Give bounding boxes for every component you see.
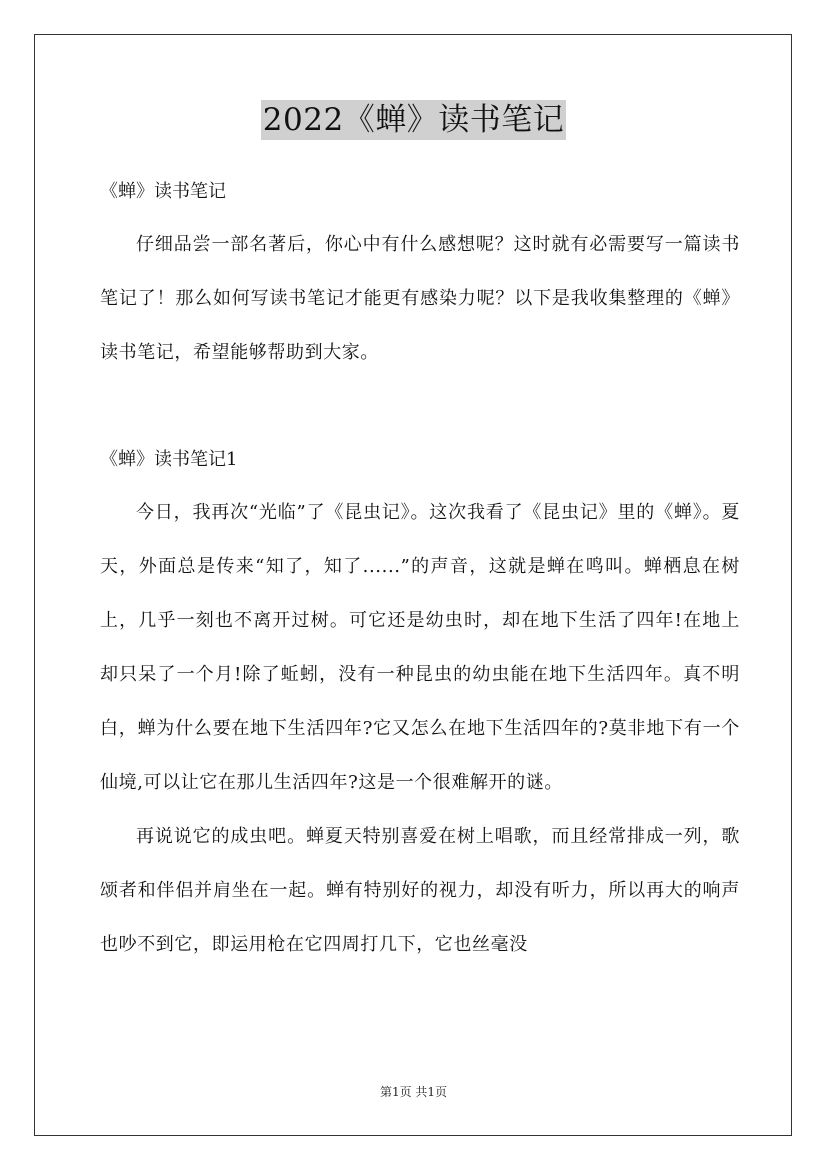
- intro-heading: 《蝉》读书笔记: [100, 181, 226, 202]
- document-body: [100, 166, 740, 972]
- section1-paragraph-1: 今日，我再次“光临”了《昆虫记》。这次我看了《昆虫记》里的《蝉》。夏天，外面总是传来“知了，知了......”的声音，这就是蝉在鸣叫。蝉栖息在树上，几乎一刻也不离开过树。可它还是幼虫时，却在地下生活了四年!在地上却只呆了一个月!除了蚯蚓，没有一种昆虫的幼虫能在地下生活四年。真不明白，蝉为什么要在地下生活四年?它又怎么在地下生活四年的?莫非地下有一个仙境,可以让它在那儿生活四年?这是一个很难解开的谜。: [100, 502, 740, 793]
- section1-heading: 《蝉》读书笔记1: [100, 449, 238, 470]
- page-footer: 第1页 共1页: [379, 1085, 448, 1099]
- section-spacer: [100, 380, 740, 434]
- title-area: [0, 100, 827, 140]
- document-title: 2022《蝉》读书笔记: [262, 102, 565, 138]
- intro-paragraph: 仔细品尝一部名著后，你心中有什么感想呢？这时就有必需要写一篇读书笔记了！那么如何写读书笔记才能更有感染力呢？以下是我收集整理的《蝉》读书笔记，希望能够帮助到大家。: [100, 234, 740, 363]
- section1-paragraph-2: 再说说它的成虫吧。蝉夏天特别喜爱在树上唱歌，而且经常排成一列，歌颂者和伴侣并肩坐在一起。蝉有特别好的视力，却没有听力，所以再大的响声也吵不到它，即运用枪在它四周打几下，它也丝毫没: [100, 826, 740, 955]
